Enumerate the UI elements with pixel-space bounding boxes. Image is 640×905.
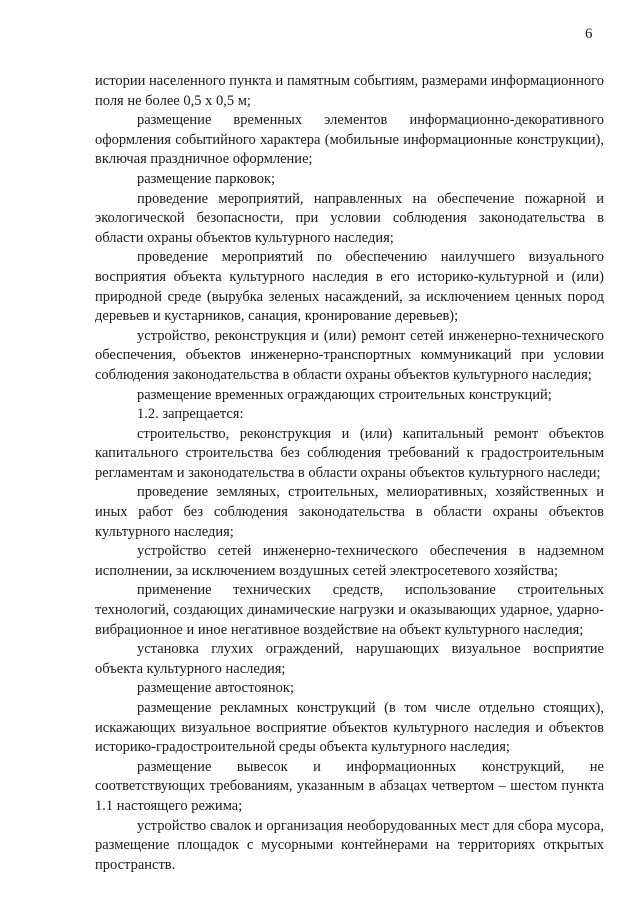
document-body [95, 72, 604, 875]
paragraph-signboards: размещение вывесок и информационных конструкций, не соответствующих требованиям, указанным в абзацах четвертом – шестом пункта 1.1 настоящего режима; [95, 758, 604, 814]
paragraph-temporary-decor: размещение временных элементов информационно-декоративного оформления событийного характера (мобильные информационные конструкции), включая праздничное оформление; [95, 112, 604, 168]
paragraph-engineering-networks: устройство, реконструкция и (или) ремонт сетей инженерно-технического обеспечения, объектов инженерно-транспортных коммуникаций при условии соблюдения законодательства в области охраны объектов культурного наследия; [95, 327, 604, 383]
paragraph-car-parks: размещение автостоянок; [137, 680, 294, 697]
paragraph-temporary-fences: размещение временных ограждающих строительных конструкций; [137, 386, 552, 403]
paragraph-advertising: размещение рекламных конструкций (в том числе отдельно стоящих), искажающих визуальное восприятие объектов культурного наследия и объектов историко-градостроительной среды объекта культурного наследия; [95, 700, 604, 756]
paragraph-dynamic-loads: применение технических средств, использование строительных технологий, создающих динамические нагрузки и оказывающих ударное, ударно-вибрационное и иное негативное воздействие на объект культурного наследия; [95, 582, 604, 638]
paragraph-visual-perception: проведение мероприятий по обеспечению наилучшего визуального восприятия объекта культурного наследия в его историко-культурной и (или) природной среде (вырубка зеленых насаждений, за исключением ценных пород деревьев и кустарников, санация, кронирование деревьев); [95, 249, 604, 325]
paragraph-blind-fences: установка глухих ограждений, нарушающих визуальное восприятие объекта культурного наследия; [95, 641, 604, 677]
paragraph-earthworks-ban: проведение земляных, строительных, мелиоративных, хозяйственных и иных работ без соблюдения законодательства в области охраны объектов культурного наследия; [95, 484, 604, 540]
paragraph-history-info: истории населенного пункта и памятным событиям, размерами информационного поля не более 0,5 х 0,5 м; [95, 73, 604, 109]
paragraph-prohibited-heading: 1.2. запрещается: [137, 406, 244, 423]
page-number: 6 [585, 26, 593, 42]
paragraph-waste-dumps: устройство свалок и организация необорудованных мест для сбора мусора, размещение площадок с мусорными контейнерами на территориях открытых пространств. [95, 817, 604, 873]
paragraph-overhead-networks: устройство сетей инженерно-технического обеспечения в надземном исполнении, за исключением воздушных сетей электросетевого хозяйства; [95, 543, 604, 579]
paragraph-parking-placement: размещение парковок; [137, 170, 276, 187]
paragraph-fire-safety: проведение мероприятий, направленных на обеспечение пожарной и экологической безопасности, при условии соблюдения законодательства в области охраны объектов культурного наследия; [95, 190, 604, 246]
paragraph-construction-ban: строительство, реконструкция и (или) капитальный ремонт объектов капитального строительства без соблюдения требований к градостроительным регламентам и законодательства в области охраны объектов культурного наследи; [95, 425, 604, 481]
